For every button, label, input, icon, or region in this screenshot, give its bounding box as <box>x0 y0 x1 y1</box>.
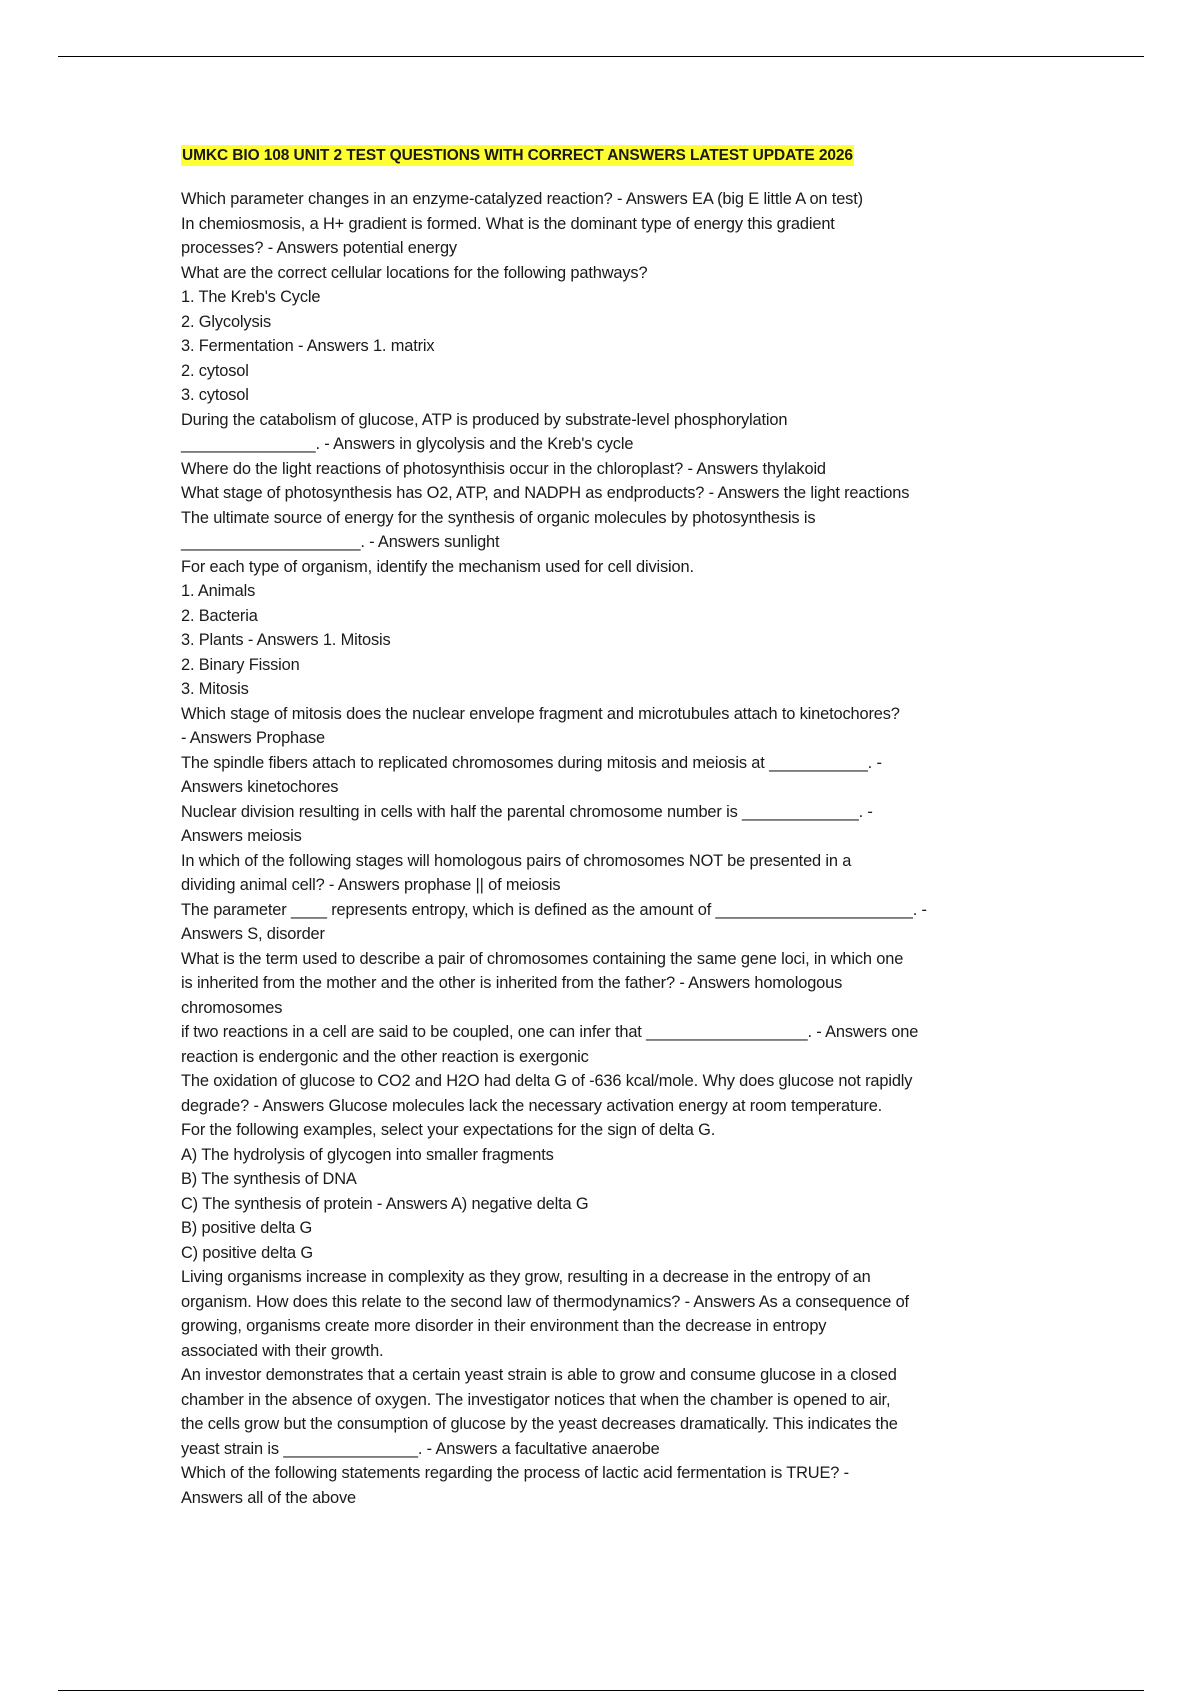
document-line: The ultimate source of energy for the synthesis of organic molecules by photosynthesis is <box>181 508 816 527</box>
header-rule <box>58 56 1144 57</box>
document-line: yeast strain is _______________. - Answers a facultative anaerobe <box>181 1439 660 1458</box>
document-line: Living organisms increase in complexity as they grow, resulting in a decrease in the entropy of an <box>181 1268 871 1286</box>
document-line: Which stage of mitosis does the nuclear envelope fragment and microtubules attach to kinetochores? <box>181 704 900 723</box>
document-line: Which parameter changes in an enzyme-catalyzed reaction? - Answers EA (big E little A on test) <box>181 190 863 208</box>
document-title: UMKC BIO 108 UNIT 2 TEST QUESTIONS WITH CORRECT ANSWERS LATEST UPDATE 2026 <box>182 147 853 164</box>
document-line: if two reactions in a cell are said to be coupled, one can infer that __________________. - Answers one <box>181 1023 919 1041</box>
document-line: Nuclear division resulting in cells with half the parental chromosome number is _____________. - <box>181 802 873 821</box>
document-line: 3. Plants - Answers 1. Mitosis <box>181 631 391 649</box>
document-line: 1. The Kreb's Cycle <box>181 288 321 306</box>
document-line: degrade? - Answers Glucose molecules lack the necessary activation energy at room temperature. <box>181 1096 883 1115</box>
document-line: The oxidation of glucose to CO2 and H2O had delta G of -636 kcal/mole. Why does glucose not rapidly <box>181 1072 913 1090</box>
document-line: B) The synthesis of DNA <box>181 1170 357 1188</box>
document-line: B) positive delta G <box>181 1219 313 1237</box>
document-line: is inherited from the mother and the other is inherited from the father? - Answers homologous <box>181 974 843 992</box>
document-line: Where do the light reactions of photosynthisis occur in the chloroplast? - Answers thylakoid <box>181 459 826 478</box>
document-line: 3. Mitosis <box>181 680 249 698</box>
document-line: An investor demonstrates that a certain yeast strain is able to grow and consume glucose in a closed <box>181 1366 897 1384</box>
document-line: reaction is endergonic and the other reaction is exergonic <box>181 1047 589 1066</box>
document-line: 2. cytosol <box>181 361 249 380</box>
document-line: Answers all of the above <box>181 1488 356 1507</box>
document-line: growing, organisms create more disorder in their environment than the decrease in entropy <box>181 1317 827 1335</box>
document-line: dividing animal cell? - Answers prophase || of meiosis <box>181 876 561 894</box>
document-line: The spindle fibers attach to replicated chromosomes during mitosis and meiosis at ___________. - <box>181 753 882 772</box>
document-line: What are the correct cellular locations for the following pathways? <box>181 263 648 282</box>
document-line: 2. Binary Fission <box>181 655 300 674</box>
document-line: Answers kinetochores <box>181 778 339 796</box>
document-body <box>181 145 1021 1510</box>
document-line: C) positive delta G <box>181 1243 313 1262</box>
document-line: 3. Fermentation - Answers 1. matrix <box>181 337 435 355</box>
document-line: ____________________. - Answers sunlight <box>181 533 500 551</box>
document-line: _______________. - Answers in glycolysis and the Kreb's cycle <box>181 435 634 453</box>
question-answer-list <box>181 187 1021 1510</box>
document-line: chamber in the absence of oxygen. The investigator notices that when the chamber is opened to air, <box>181 1390 891 1409</box>
document-line: A) The hydrolysis of glycogen into smaller fragments <box>181 1145 554 1164</box>
document-line: 3. cytosol <box>181 386 249 404</box>
document-line: Answers S, disorder <box>181 925 325 943</box>
document-line: C) The synthesis of protein - Answers A) negative delta G <box>181 1194 589 1213</box>
document-line: In chemiosmosis, a H+ gradient is formed. What is the dominant type of energy this gradient <box>181 214 835 233</box>
document-line: For the following examples, select your expectations for the sign of delta G. <box>181 1121 716 1139</box>
document-line: Which of the following statements regarding the process of lactic acid fermentation is TRUE? - <box>181 1464 849 1482</box>
footer-rule <box>58 1690 1144 1691</box>
document-line: Answers meiosis <box>181 827 302 845</box>
document-line: In which of the following stages will homologous pairs of chromosomes NOT be presented in a <box>181 851 852 870</box>
document-line: chromosomes <box>181 998 283 1017</box>
document-line: 1. Animals <box>181 582 256 600</box>
document-line: What stage of photosynthesis has O2, ATP, and NADPH as endproducts? - Answers the light reactions <box>181 484 910 502</box>
document-line: What is the term used to describe a pair of chromosomes containing the same gene loci, in which one <box>181 949 904 968</box>
document-line: processes? - Answers potential energy <box>181 239 457 257</box>
document-line: The parameter ____ represents entropy, which is defined as the amount of ______________________. - <box>181 900 927 919</box>
document-line: 2. Glycolysis <box>181 312 272 331</box>
document-line: For each type of organism, identify the mechanism used for cell division. <box>181 557 694 576</box>
document-line: associated with their growth. <box>181 1341 384 1360</box>
document-line: organism. How does this relate to the second law of thermodynamics? - Answers As a consequence of <box>181 1292 909 1311</box>
document-line: the cells grow but the consumption of glucose by the yeast decreases dramatically. This indicates the <box>181 1415 898 1433</box>
document-line: - Answers Prophase <box>181 729 325 747</box>
document-line: 2. Bacteria <box>181 606 258 625</box>
document-line: During the catabolism of glucose, ATP is produced by substrate-level phosphorylation <box>181 410 788 429</box>
